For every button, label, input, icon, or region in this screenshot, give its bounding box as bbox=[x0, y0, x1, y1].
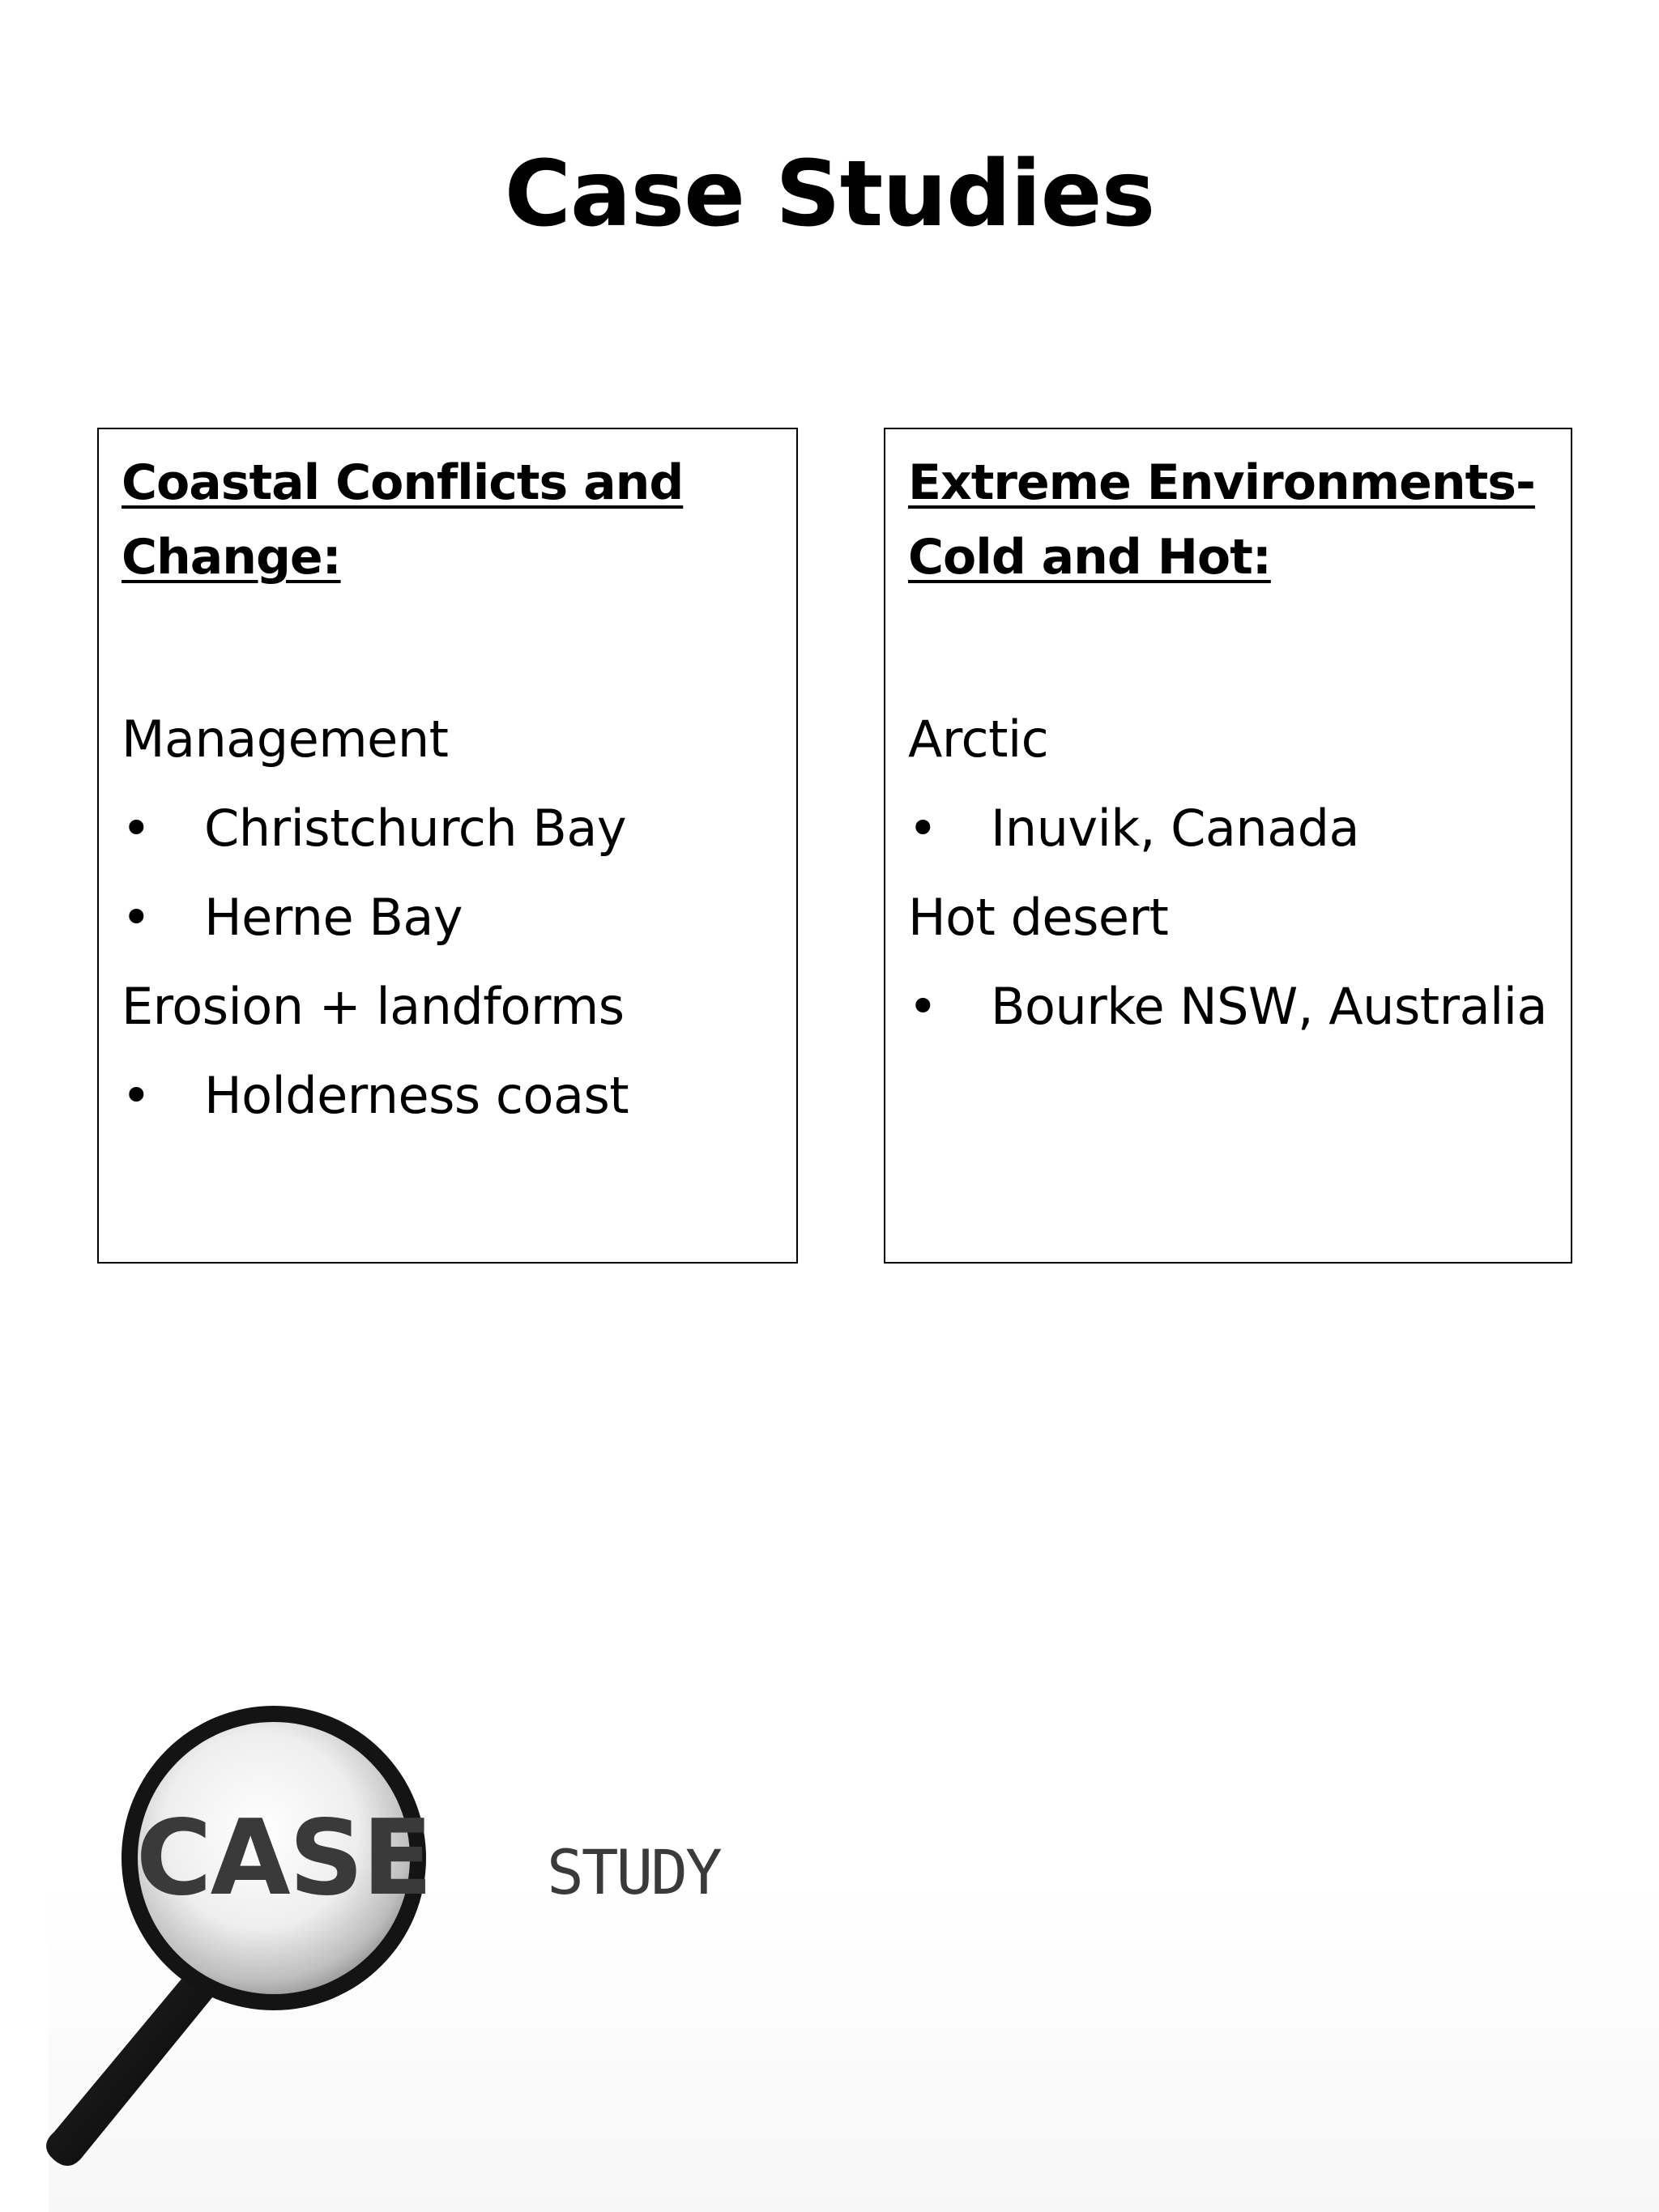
bullet-text: Herne Bay bbox=[204, 888, 463, 947]
bullet-text: Bourke NSW, Australia bbox=[991, 977, 1547, 1036]
box-heading-line: Change: bbox=[122, 529, 341, 586]
box-heading-line: Coastal Conflicts and bbox=[122, 454, 684, 511]
bullet-icon: • bbox=[908, 799, 938, 858]
page-title: Case Studies bbox=[504, 142, 1155, 247]
bullet-icon: • bbox=[122, 1066, 151, 1125]
case-study-logo bbox=[41, 1660, 851, 2187]
bullet-item bbox=[122, 873, 796, 962]
bullet-item bbox=[908, 962, 1571, 1051]
extreme-environments-box bbox=[884, 428, 1572, 1264]
bullet-text: Christchurch Bay bbox=[204, 799, 627, 858]
coastal-conflicts-box bbox=[97, 428, 798, 1264]
box-heading-line: Extreme Environments- bbox=[908, 454, 1535, 511]
box-body bbox=[122, 695, 796, 1140]
subheading: Arctic bbox=[908, 710, 1049, 769]
bullet-item bbox=[122, 1051, 796, 1140]
box-body bbox=[908, 695, 1571, 1051]
bullet-item bbox=[122, 784, 796, 873]
bullet-icon: • bbox=[122, 799, 151, 858]
bullet-item bbox=[908, 784, 1571, 873]
magnifying-glass-icon bbox=[46, 1706, 426, 2166]
subheading: Management bbox=[122, 710, 449, 769]
logo-word-case: CASE bbox=[135, 1798, 432, 1919]
box-heading-line: Cold and Hot: bbox=[908, 529, 1271, 586]
bullet-icon: • bbox=[122, 888, 151, 947]
bullet-text: Inuvik, Canada bbox=[991, 799, 1360, 858]
logo-word-study: STUDY bbox=[547, 1836, 720, 1908]
box-heading bbox=[122, 445, 796, 595]
subheading: Erosion + landforms bbox=[122, 977, 625, 1036]
bullet-text: Holderness coast bbox=[204, 1066, 629, 1125]
bullet-icon: • bbox=[908, 977, 938, 1036]
subheading: Hot desert bbox=[908, 888, 1169, 947]
box-heading bbox=[908, 445, 1571, 595]
